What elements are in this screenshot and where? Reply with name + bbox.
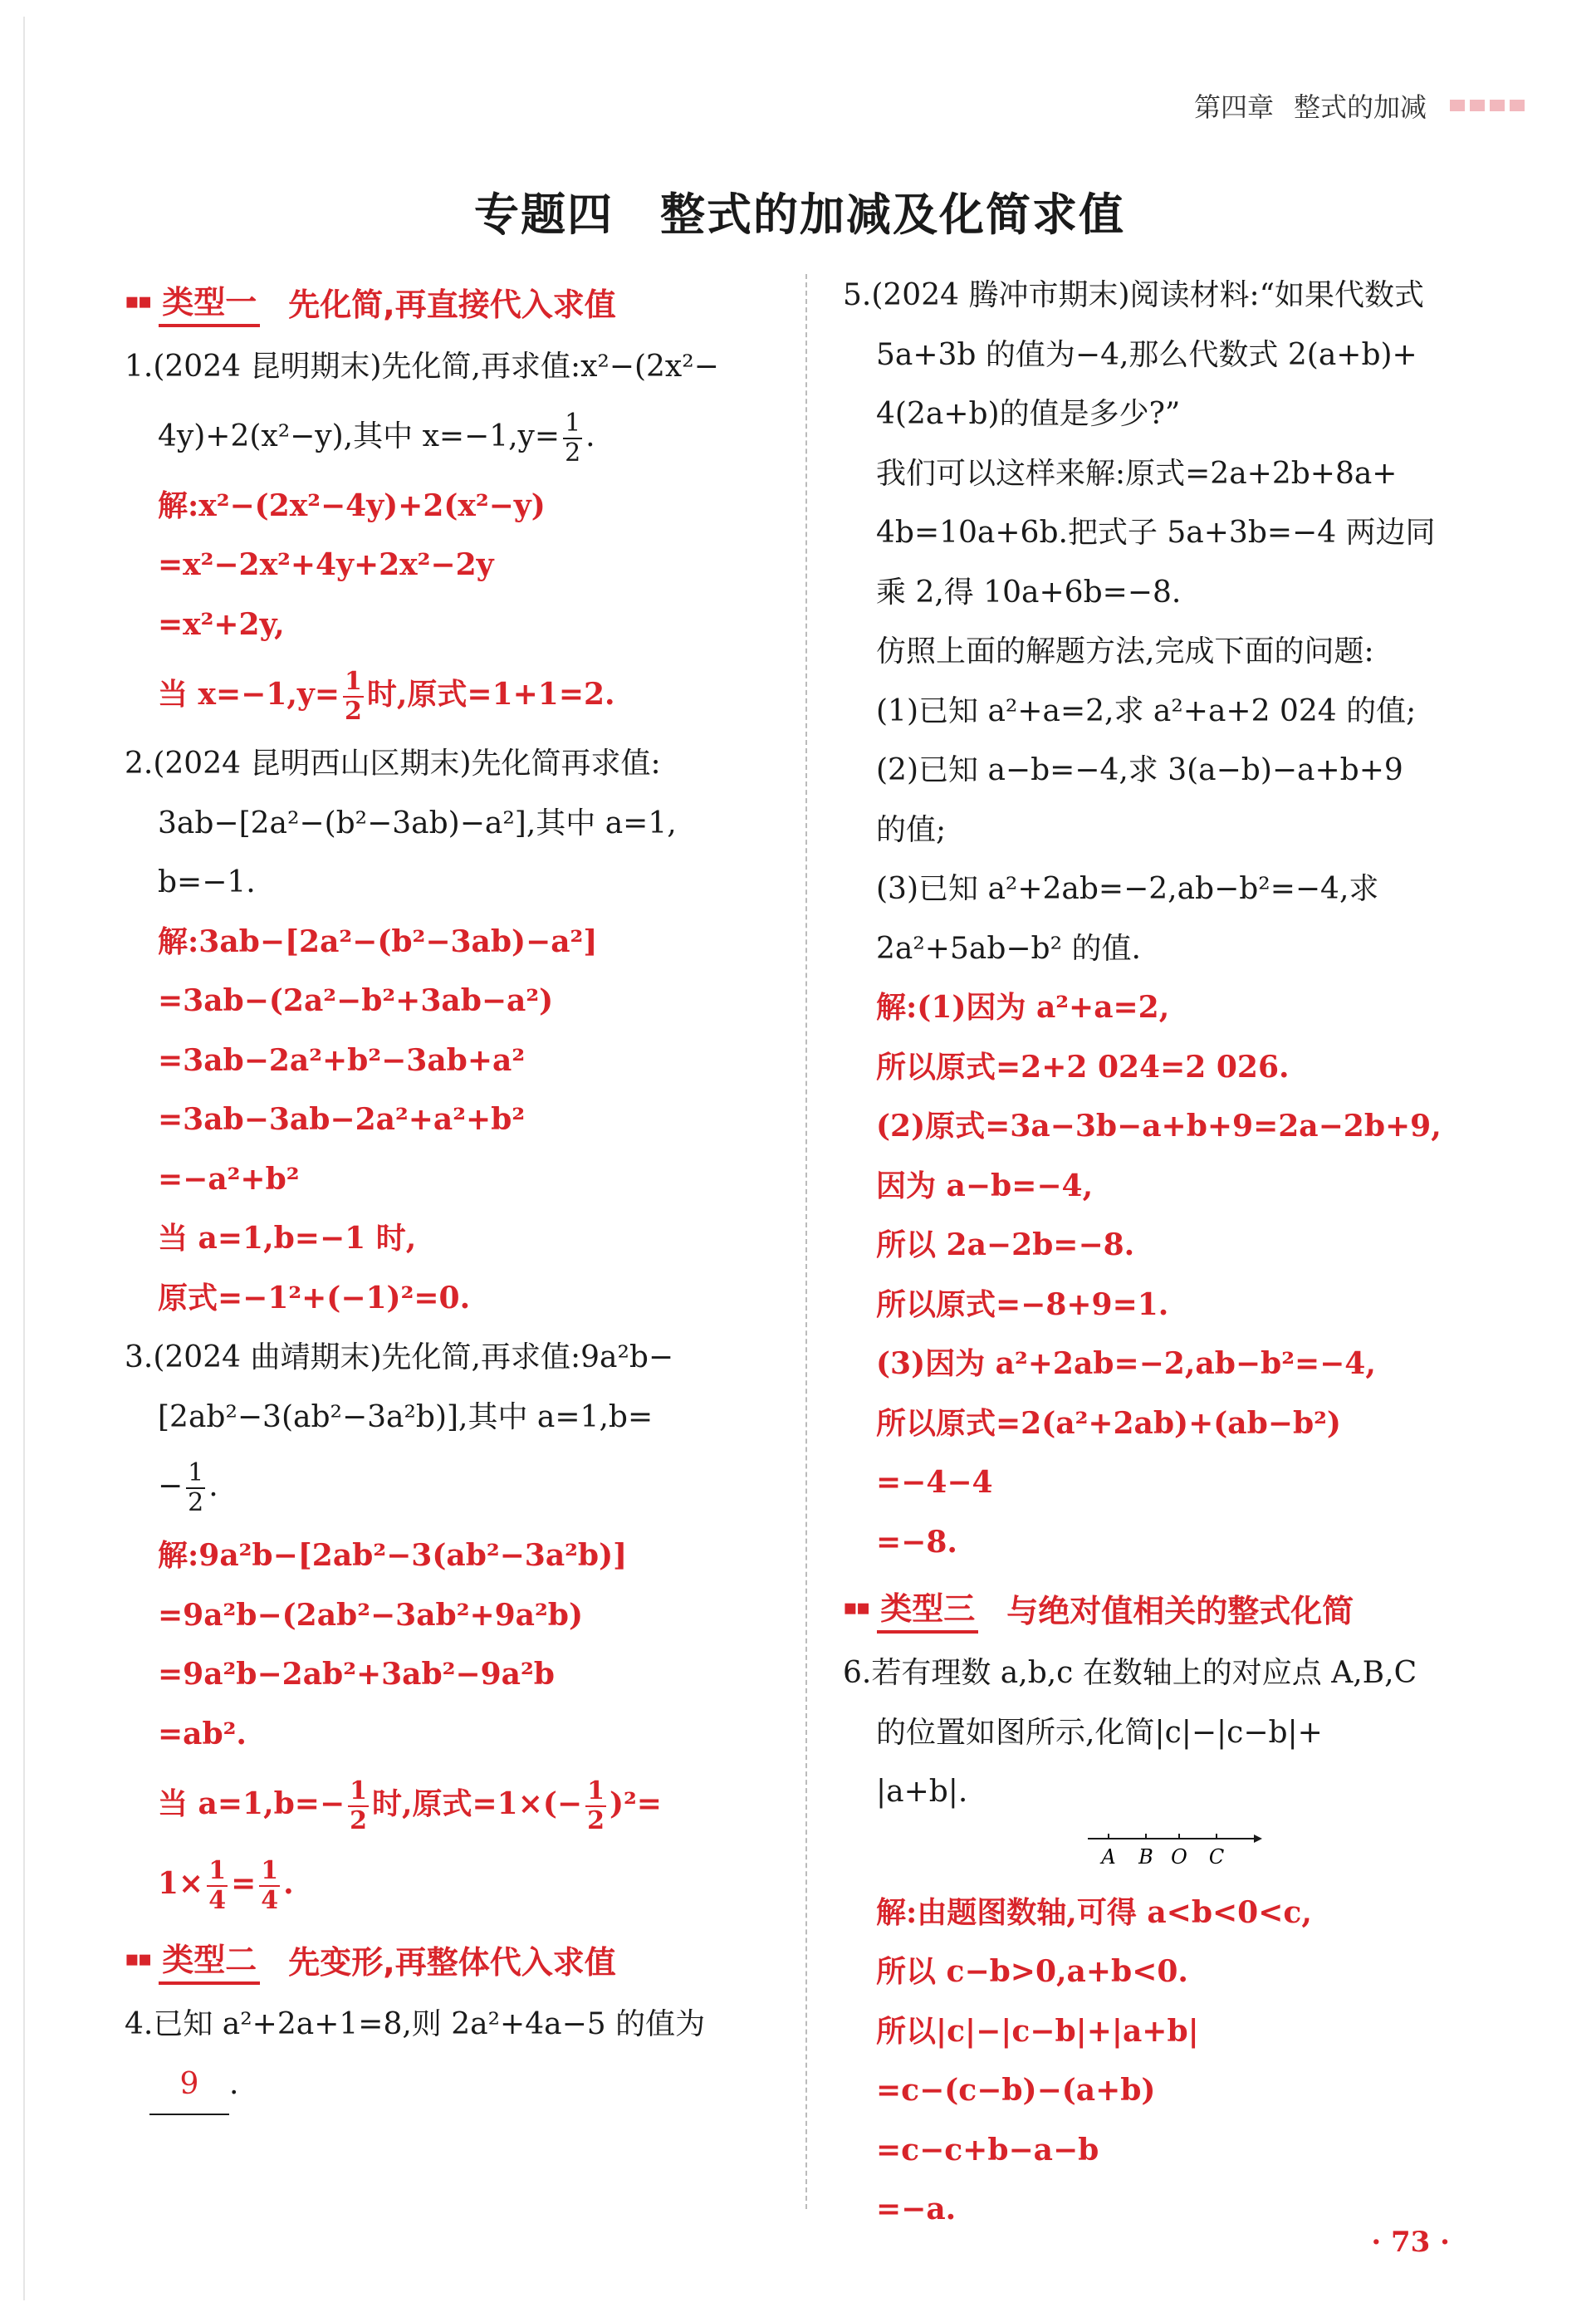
section-label: 整式的加减	[1293, 91, 1427, 123]
solution-line: =c−(c−b)−(a+b)	[876, 2073, 1156, 2108]
solution-line	[125, 1764, 781, 1844]
text-run: =	[231, 1866, 257, 1901]
axis-label-o: O	[1171, 1844, 1187, 1869]
question-text	[125, 397, 781, 477]
solution-line: (2)原式=3a−3b−a+b+9=2a−2b+9,	[876, 1109, 1442, 1144]
text-run: 时,原式=1+1=2.	[366, 677, 615, 712]
page-title: 专题四 整式的加减及化简求值	[474, 189, 1125, 241]
fraction	[563, 409, 582, 468]
section-heading-2	[125, 1927, 781, 1991]
denominator: 2	[565, 438, 581, 468]
fraction	[259, 1857, 280, 1915]
denominator: 4	[208, 1886, 227, 1915]
axis-label-b: B	[1138, 1844, 1153, 1869]
solution-line: =−8.	[876, 1524, 957, 1560]
question-text: 4.已知 a²+2a+1=8,则 2a²+4a−5 的值为	[125, 2007, 706, 2041]
solution-line: 所以原式=2(a²+2ab)+(ab−b²)	[876, 1405, 1341, 1441]
solution-line: 所以原式=−8+9=1.	[876, 1286, 1169, 1322]
section-description: 先化简,再直接代入求值	[288, 286, 616, 323]
solution-line: =x²−2x²+4y+2x²−2y	[158, 547, 494, 582]
solution-line: 解:(1)因为 a²+a=2,	[876, 990, 1170, 1025]
page-number: · 73 ·	[1371, 2226, 1450, 2259]
axis-arrow-icon	[1254, 1834, 1262, 1843]
question-text: |a+b|.	[876, 1775, 968, 1809]
text-run: .	[229, 2066, 239, 2101]
question-text: (2)已知 a−b=−4,求 3(a−b)−a+b+9	[876, 753, 1403, 787]
numerator: 1	[345, 667, 362, 696]
answer-line	[125, 2055, 781, 2116]
text-run: −	[158, 1469, 184, 1503]
numerator: 1	[188, 1458, 204, 1487]
section-heading-1	[125, 269, 781, 334]
question-text: 仿照上面的解题方法,完成下面的问题:	[876, 634, 1374, 669]
text-run: .	[585, 419, 595, 453]
question-text: (1)已知 a²+a=2,求 a²+a+2 024 的值;	[876, 693, 1417, 728]
question-3	[125, 1328, 781, 1923]
section-type-label: 类型二	[159, 1934, 260, 1985]
text-run: )²=	[609, 1786, 662, 1821]
section-type-label: 类型一	[159, 277, 260, 327]
question-5	[843, 266, 1507, 1572]
solution-line: 所以 2a−2b=−8.	[876, 1227, 1135, 1262]
solution-line: =−4−4	[876, 1465, 993, 1500]
solution-line	[125, 654, 781, 734]
section-marker-icon: ▪▪	[843, 1595, 869, 1620]
question-text: 2a²+5ab−b² 的值.	[876, 931, 1141, 966]
question-6	[843, 1643, 1507, 2240]
numerator: 1	[565, 408, 581, 438]
fraction	[186, 1459, 205, 1517]
denominator: 2	[345, 697, 362, 726]
text-run: 1×	[158, 1866, 204, 1901]
text-run: 当 a=1,b=−	[158, 1786, 345, 1821]
section-marker-icon: ▪▪	[125, 289, 151, 314]
solution-line: (3)因为 a²+2ab=−2,ab−b²=−4,	[876, 1346, 1376, 1381]
question-text: 3ab−[2a²−(b²−3ab)−a²],其中 a=1,	[158, 806, 677, 840]
number-line-svg	[1084, 1822, 1266, 1880]
section-description: 与绝对值相关的整式化简	[1006, 1592, 1354, 1629]
question-text: 4b=10a+6b.把式子 5a+3b=−4 两边同	[876, 516, 1436, 550]
number-line-figure	[843, 1822, 1507, 1883]
question-text: 4(2a+b)的值是多少?”	[876, 397, 1181, 431]
text-run: 4y)+2(x²−y),其中 x=−1,y=	[158, 419, 561, 453]
answer-blank: 9	[149, 2055, 229, 2116]
solution-line: =3ab−(2a²−b²+3ab−a²)	[158, 983, 554, 1018]
section-marker-icon: ▪▪	[125, 1947, 151, 1972]
solution-line: 所以|c|−|c−b|+|a+b|	[876, 2013, 1199, 2049]
solution-line: =3ab−3ab−2a²+a²+b²	[158, 1102, 526, 1137]
solution-line: 解:由题图数轴,可得 a<b<0<c,	[876, 1894, 1312, 1930]
solution-line: 因为 a−b=−4,	[876, 1168, 1094, 1203]
solution-line: 解:x²−(2x²−4y)+2(x²−y)	[158, 487, 546, 523]
fraction	[348, 1777, 369, 1835]
numerator: 1	[350, 1776, 367, 1805]
question-2	[125, 734, 781, 1328]
question-text: 的值;	[876, 812, 947, 847]
text-run: 当 x=−1,y=	[158, 677, 340, 712]
question-text: 5.(2024 腾冲市期末)阅读材料:“如果代数式	[843, 278, 1425, 312]
solution-line: 所以原式=2+2 024=2 026.	[876, 1049, 1290, 1085]
denominator: 2	[188, 1488, 204, 1517]
left-column	[125, 266, 781, 2115]
question-text: 我们可以这样来解:原式=2a+2b+8a+	[876, 456, 1398, 491]
question-1	[125, 337, 781, 734]
solution-line	[125, 1844, 781, 1923]
section-type-label: 类型三	[877, 1583, 978, 1634]
text-run: .	[208, 1469, 218, 1503]
solution-line: 当 a=1,b=−1 时,	[158, 1221, 417, 1256]
fraction	[585, 1777, 606, 1835]
text-run: 时,原式=1×(−	[371, 1786, 583, 1821]
chapter-label: 第四章	[1193, 91, 1274, 123]
denominator: 4	[261, 1886, 279, 1915]
question-text: 乘 2,得 10a+6b=−8.	[876, 575, 1182, 610]
section-heading-3	[843, 1575, 1507, 1640]
solution-line: 原式=−1²+(−1)²=0.	[158, 1280, 471, 1315]
question-text: 3.(2024 曲靖期末)先化简,再求值:9a²b−	[125, 1340, 674, 1374]
section-description: 先变形,再整体代入求值	[288, 1943, 616, 1981]
question-text: 1.(2024 昆明期末)先化简,再求值:x²−(2x²−	[125, 350, 719, 384]
question-text: (3)已知 a²+2ab=−2,ab−b²=−4,求	[876, 872, 1379, 906]
question-4	[125, 1995, 781, 2115]
question-text: 6.若有理数 a,b,c 在数轴上的对应点 A,B,C	[843, 1656, 1417, 1690]
textbook-page	[23, 17, 1574, 2300]
numerator: 1	[261, 1856, 279, 1885]
question-text: 2.(2024 昆明西山区期末)先化简再求值:	[125, 747, 661, 781]
solution-line: =−a²+b²	[158, 1161, 300, 1197]
question-text: 的位置如图所示,化简|c|−|c−b|+	[876, 1715, 1323, 1750]
question-text: [2ab²−3(ab²−3a²b)],其中 a=1,b=	[158, 1399, 654, 1434]
fraction	[207, 1857, 228, 1915]
numerator: 1	[208, 1856, 227, 1885]
right-column	[843, 266, 1507, 2240]
solution-line: 解:3ab−[2a²−(b²−3ab)−a²]	[158, 923, 598, 959]
denominator: 2	[587, 1806, 605, 1835]
denominator: 2	[350, 1806, 367, 1835]
solution-line: =3ab−2a²+b²−3ab+a²	[158, 1042, 526, 1078]
running-header	[1194, 86, 1525, 125]
text-run: .	[283, 1866, 294, 1901]
solution-line: =9a²b−(2ab²−3ab²+9a²b)	[158, 1597, 583, 1633]
axis-label-a: A	[1101, 1844, 1116, 1869]
solution-line: 解:9a²b−[2ab²−3(ab²−3a²b)]	[158, 1538, 628, 1573]
solution-line: =−a.	[876, 2192, 957, 2226]
question-text: b=−1.	[158, 865, 256, 899]
question-text: 5a+3b 的值为−4,那么代数式 2(a+b)+	[876, 337, 1417, 372]
solution-line: =9a²b−2ab²+3ab²−9a²b	[158, 1657, 555, 1692]
solution-line: =x²+2y,	[158, 606, 285, 642]
solution-line: =c−c+b−a−b	[876, 2132, 1099, 2168]
header-decoration	[1450, 100, 1525, 111]
axis-label-c: C	[1208, 1844, 1225, 1869]
numerator: 1	[587, 1776, 605, 1805]
solution-line: =ab².	[158, 1716, 247, 1751]
column-divider	[805, 274, 807, 2209]
fraction	[343, 668, 364, 726]
question-text	[125, 1447, 781, 1526]
solution-line: 所以 c−b>0,a+b<0.	[876, 1954, 1188, 1989]
